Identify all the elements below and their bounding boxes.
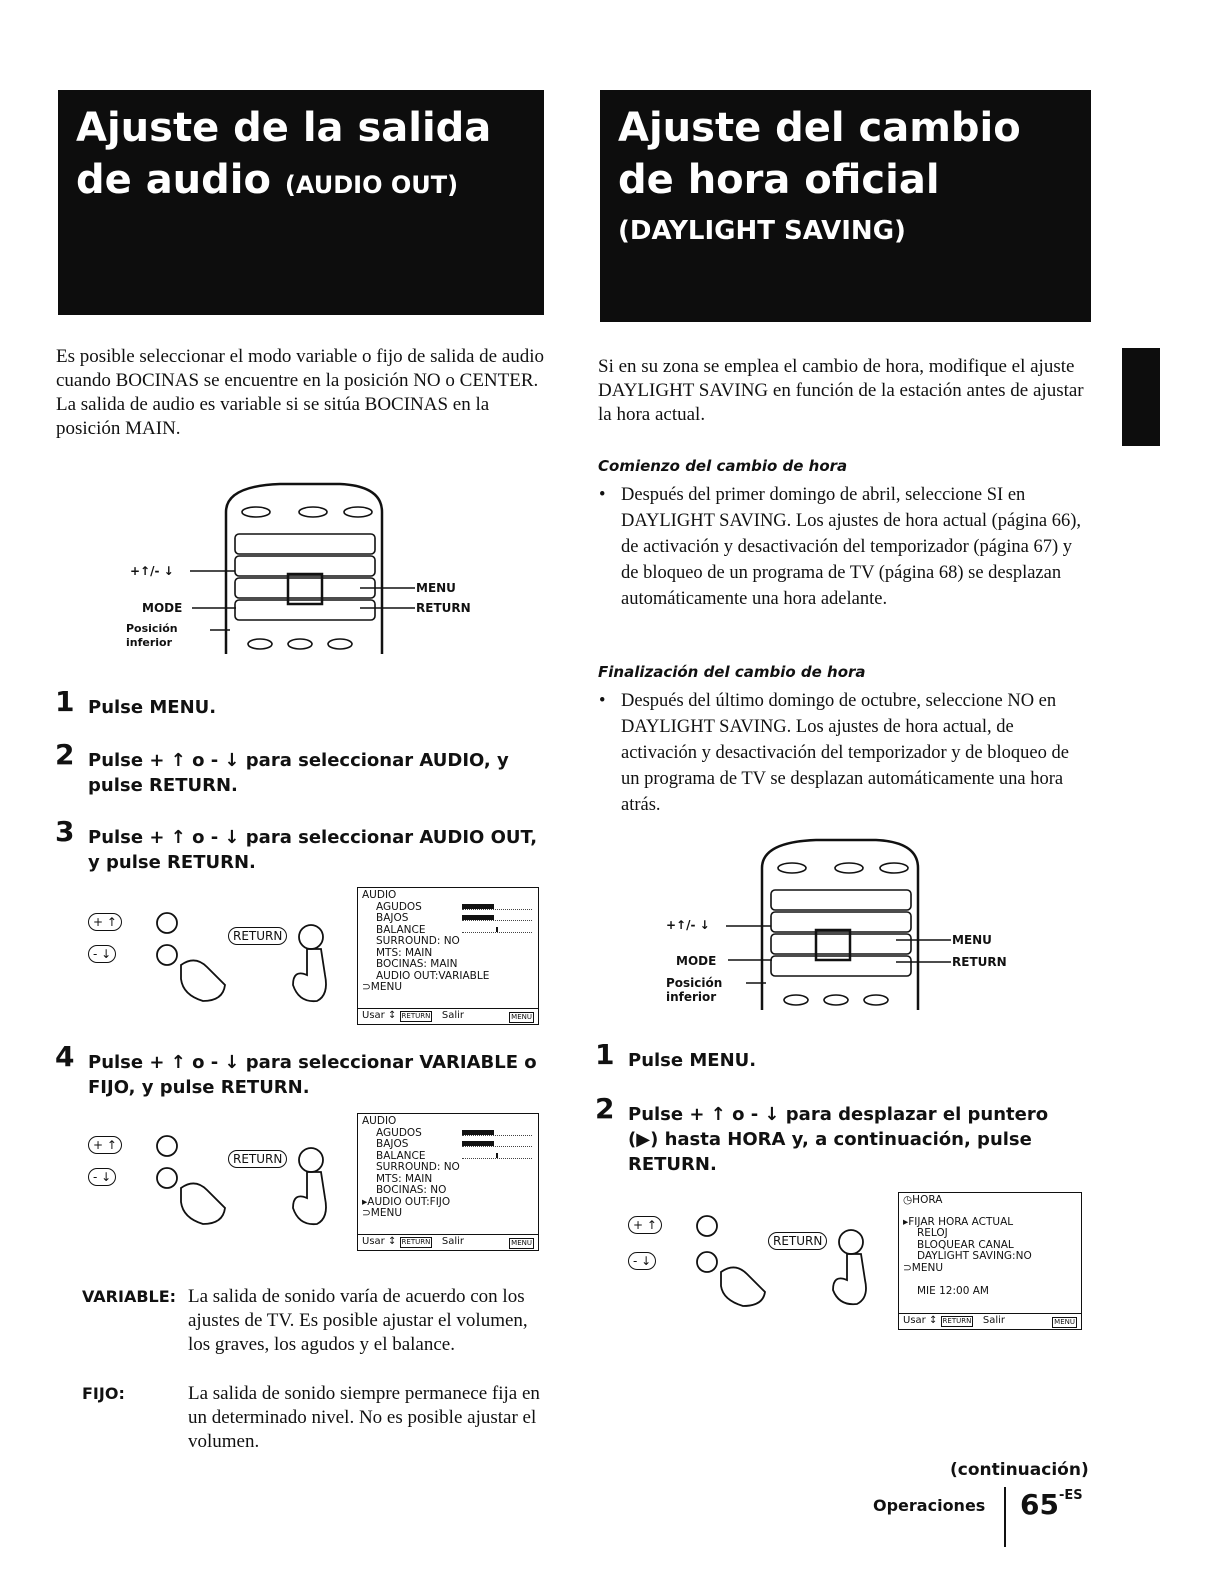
bullet-dot: • xyxy=(599,485,606,505)
left-step-1: 1 Pulse MENU. xyxy=(55,685,217,718)
minus-button: - ↓ xyxy=(88,1168,116,1186)
right-bullet-1: • Después del primer domingo de abril, seleccione SI en DAYLIGHT SAVING. Los ajustes de hora actual (página 66), de activación y desactivación del temporizador (página 67) y de bloqueo de un programa de TV (página 68) se desplazan automáticamente una hora adelante. xyxy=(621,482,1086,612)
left-intro-p2: La salida de audio es variable si se sitúa BOCINAS en la posición MAIN. xyxy=(56,394,490,439)
osd-row: AGUDOS xyxy=(362,1128,534,1140)
left-step-4: 4 Pulse + ↑ o - ↓ para seleccionar VARIABLE o FIJO, y pulse RETURN. xyxy=(55,1040,537,1098)
left-button-figure-1 xyxy=(85,905,335,1005)
level-bar xyxy=(462,906,532,910)
level-bar xyxy=(462,917,532,921)
right-title-banner xyxy=(600,90,1091,322)
osd-row: RELOJ xyxy=(917,1227,948,1239)
level-bar xyxy=(462,1132,532,1136)
menu-key-icon: MENU xyxy=(1054,1318,1075,1326)
minus-button: - ↓ xyxy=(88,945,116,963)
osd-row: ▸FIJAR HORA ACTUAL xyxy=(903,1215,1014,1228)
return-key-icon: RETURN xyxy=(401,1238,431,1246)
left-title-banner xyxy=(58,90,544,315)
minus-button: - ↓ xyxy=(628,1252,656,1270)
balance-bar xyxy=(462,1155,532,1159)
section-tab-marker xyxy=(1122,348,1160,446)
remote-label-position: Posición xyxy=(126,622,178,635)
return-button: RETURN xyxy=(768,1232,827,1250)
right-subheading-1: Comienzo del cambio de hora xyxy=(598,457,848,475)
remote-label-mode: MODE xyxy=(676,954,717,968)
osd-row: ▸AUDIO OUT:FIJO xyxy=(362,1195,451,1208)
osd-row: SURROUND: NO xyxy=(376,935,460,947)
term-label: VARIABLE: xyxy=(82,1287,177,1306)
osd-row: BLOQUEAR CANAL xyxy=(917,1238,1014,1251)
remote-label-position: Posición xyxy=(666,976,723,990)
continuation-label: (continuación) xyxy=(950,1460,1089,1480)
hand-press-icon xyxy=(85,1128,335,1228)
remote-label-menu: MENU xyxy=(952,933,992,947)
balance-bar xyxy=(462,929,532,933)
left-intro xyxy=(56,345,546,441)
osd-row: MTS: MAIN xyxy=(376,1172,433,1185)
left-osd-audio-fijo xyxy=(357,1113,539,1251)
term-description: La salida de sonido siempre permanece fija en un determinado nivel. No es posible ajustar el volumen. xyxy=(188,1383,540,1452)
osd-row: AUDIO OUT:VARIABLE xyxy=(376,969,490,982)
right-remote-diagram xyxy=(666,838,1026,1013)
osd-row: BOCINAS: NO xyxy=(376,1184,447,1196)
section-name: Operaciones xyxy=(873,1496,986,1515)
plus-button: + ↑ xyxy=(88,913,122,931)
osd-row: MTS: MAIN xyxy=(376,946,433,959)
plus-button: + ↑ xyxy=(88,1136,122,1154)
osd-row: BALANCE xyxy=(362,925,534,937)
osd-row: BAJOS xyxy=(362,1139,534,1151)
left-remote-diagram xyxy=(126,482,490,657)
osd-row: DAYLIGHT SAVING:NO xyxy=(917,1250,1032,1262)
osd-row: ⊃MENU xyxy=(903,1261,944,1274)
bullet-dot: • xyxy=(599,691,606,711)
right-step-2: 2 Pulse + ↑ o - ↓ para desplazar el puntero (▶) hasta HORA y, a continuación, pulse RETURN. xyxy=(595,1092,1049,1175)
osd-row: BOCINAS: MAIN xyxy=(376,958,458,970)
left-step-3: 3 Pulse + ↑ o - ↓ para seleccionar AUDIO OUT, y pulse RETURN. xyxy=(55,815,538,873)
osd-row: ◷HORA xyxy=(903,1194,943,1206)
remote-label-updown: +↑/- ↓ xyxy=(130,564,174,578)
plus-button: + ↑ xyxy=(628,1216,662,1234)
footer-divider xyxy=(1004,1487,1006,1547)
remote-label-inferior: inferior xyxy=(666,990,717,1004)
remote-label-return: RETURN xyxy=(416,601,471,615)
remote-label-inferior: inferior xyxy=(126,636,173,649)
osd-row: AUDIO xyxy=(362,889,397,901)
osd-row: AUDIO xyxy=(362,1115,397,1127)
osd-footer: Usar ↕ RETURN Salir MENU xyxy=(899,1313,1081,1329)
level-bar xyxy=(462,1143,532,1147)
osd-row: ⊃MENU xyxy=(362,1207,403,1219)
left-step-2: 2 Pulse + ↑ o - ↓ para seleccionar AUDIO, y pulse RETURN. xyxy=(55,738,509,796)
right-step-1: 1 Pulse MENU. xyxy=(595,1038,757,1071)
menu-key-icon: MENU xyxy=(511,1239,532,1247)
remote-label-updown: +↑/- ↓ xyxy=(666,918,710,932)
menu-key-icon: MENU xyxy=(511,1013,532,1021)
left-osd-audio-variable xyxy=(357,887,539,1025)
return-button: RETURN xyxy=(228,1150,287,1168)
osd-row: ⊃MENU xyxy=(362,981,403,993)
left-intro-p1: Es posible seleccionar el modo variable o fijo de salida de audio cuando BOCINAS se encuentre en la posición NO o CENTER. xyxy=(56,346,545,391)
page-number: $65^{-ES}$ xyxy=(1020,1488,1083,1521)
return-button: RETURN xyxy=(228,927,287,945)
osd-row: BAJOS xyxy=(362,913,534,925)
osd-row: AGUDOS xyxy=(362,902,534,914)
right-title-line3: (DAYLIGHT SAVING) xyxy=(618,216,906,246)
clock-icon: ◷ xyxy=(903,1194,913,1206)
left-button-figure-2 xyxy=(85,1128,335,1228)
remote-label-menu: MENU xyxy=(416,581,456,595)
remote-control-icon xyxy=(130,482,490,657)
right-bullet-2: • Después del último domingo de octubre, seleccione NO en DAYLIGHT SAVING. Los ajustes de hora actual, de activación y desactivación del temporizador y de bloqueo de un programa de TV se desplazan automáticamente una hora atrás. xyxy=(621,688,1086,818)
right-button-figure xyxy=(625,1208,885,1308)
hand-press-icon xyxy=(625,1208,885,1308)
right-title-line1: Ajuste del cambio xyxy=(618,105,1021,151)
right-intro: Si en su zona se emplea el cambio de hora, modifique el ajuste DAYLIGHT SAVING en función de la estación antes de ajustar la hora actual. xyxy=(598,356,1084,425)
osd-clock: MIE 12:00 AM xyxy=(917,1285,989,1297)
osd-row: SURROUND: NO xyxy=(376,1161,460,1173)
term-description: La salida de sonido varía de acuerdo con los ajustes de TV. Es posible ajustar el volumen, los graves, los agudos y el balance. xyxy=(188,1286,528,1355)
right-subheading-2: Finalización del cambio de hora xyxy=(598,663,866,681)
return-key-icon: RETURN xyxy=(401,1012,431,1020)
remote-label-return: RETURN xyxy=(952,955,1007,969)
return-key-icon: RETURN xyxy=(942,1317,972,1325)
osd-row: BALANCE xyxy=(362,1151,534,1163)
right-osd-hora xyxy=(898,1192,1082,1330)
remote-label-mode: MODE xyxy=(142,601,183,615)
term-label: FIJO: xyxy=(82,1384,125,1403)
osd-footer: Usar ↕ RETURN Salir MENU xyxy=(358,1234,538,1250)
left-title-line2: de audio (AUDIO OUT) xyxy=(76,157,459,203)
hand-press-icon xyxy=(85,905,335,1005)
osd-footer: Usar ↕ RETURN Salir MENU xyxy=(358,1008,538,1024)
left-title-line1: Ajuste de la salida xyxy=(76,105,492,151)
right-title-line2: de hora oficial xyxy=(618,157,940,203)
